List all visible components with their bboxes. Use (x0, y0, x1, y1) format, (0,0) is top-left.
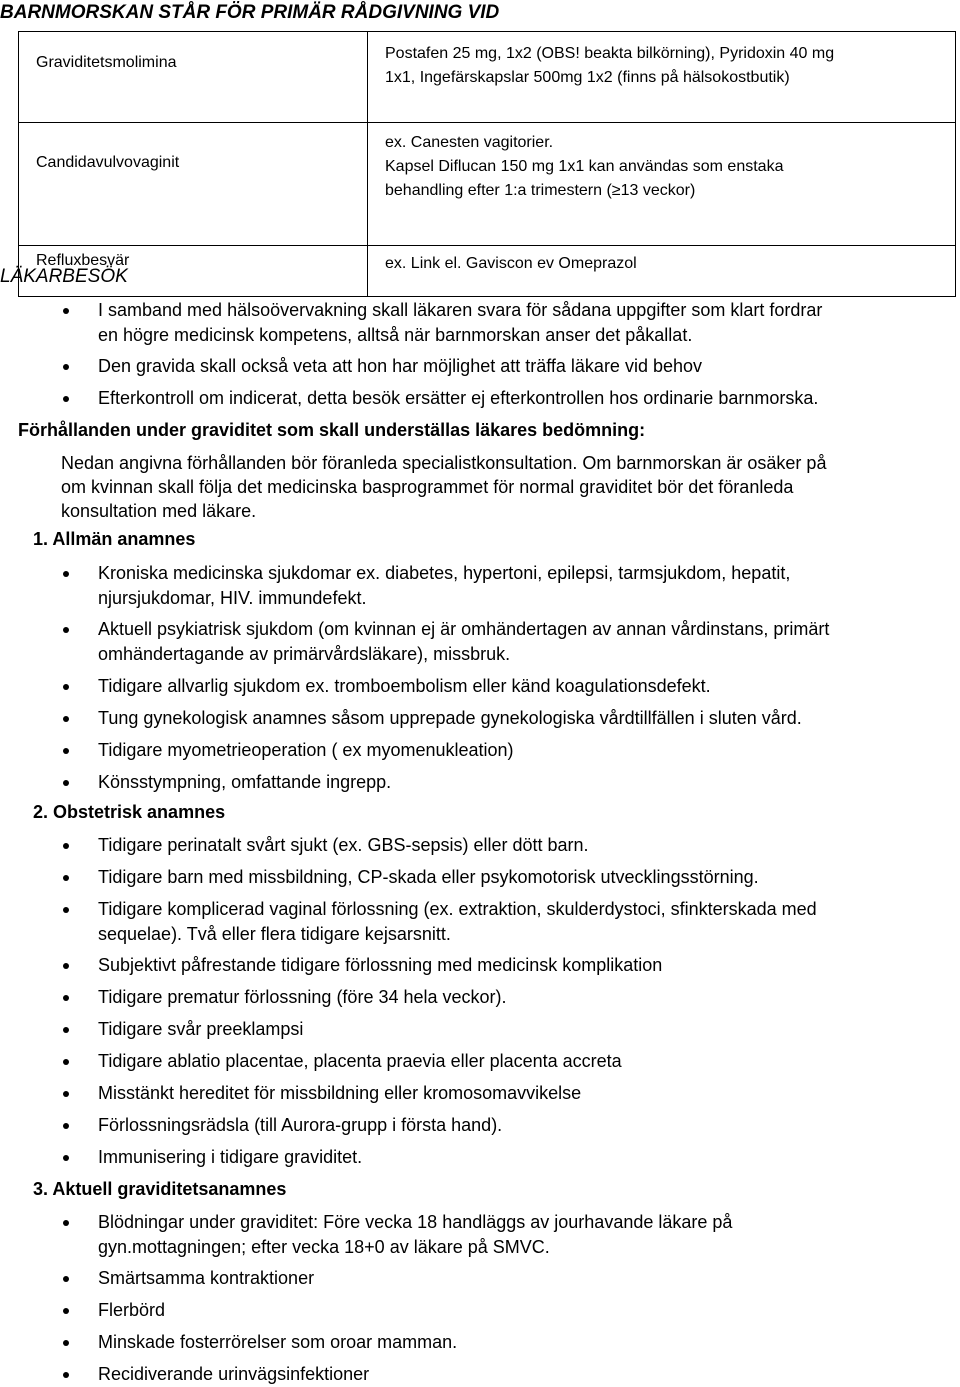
list-item: I samband med hälsoövervakning skall läkaren svara för sådana uppgifter som klart fordrar en högre medicinsk kompetens, alltså när barnmorskan anser det påkallat. (0, 298, 960, 348)
treatment-cell: Postafen 25 mg, 1x2 (OBS! beakta bilkörning), Pyridoxin 40 mg 1x1, Ingefärskapslar 500mg 1x2 (finns på hälsokostbutik) (368, 32, 956, 123)
list-item: Blödningar under graviditet: Före vecka 18 handläggs av jourhavande läkare på gyn.mottagningen; efter vecka 18+0 av läkare på SMVC. (0, 1210, 960, 1260)
list-item: Aktuell psykiatrisk sjukdom (om kvinnan ej är omhändertagen av annan vårdinstans, primärt omhändertagande av primärvårdsläkare), missbruk. (0, 617, 960, 667)
list-item: Recidiverande urinvägsinfektioner (0, 1362, 960, 1387)
list-item: Tung gynekologisk anamnes såsom upprepade gynekologiska vårdtillfällen i sluten vård. (0, 706, 960, 731)
bullet-icon (63, 748, 69, 754)
list-item: Immunisering i tidigare graviditet. (0, 1145, 960, 1170)
list-item: Tidigare prematur förlossning (före 34 hela veckor). (0, 985, 960, 1010)
table-row (19, 32, 956, 123)
bullet-icon (63, 1220, 69, 1226)
condition-cell: Refluxbesvär (19, 246, 368, 297)
list-item: Tidigare barn med missbildning, CP-skada eller psykomotorisk utvecklingsstörning. (0, 865, 960, 890)
list-item: Tidigare komplicerad vaginal förlossning (ex. extraktion, skulderdystoci, sfinkterskada med sequelae). Två eller flera tidigare kejsarsnitt. (0, 897, 960, 947)
section-heading-aktuell: 3. Aktuell graviditetsanamnes (33, 1179, 287, 1199)
list-item: Könsstympning, omfattande ingrepp. (0, 770, 960, 795)
treatment-cell: ex. Canesten vagitorier. Kapsel Diflucan 150 mg 1x1 kan användas som enstaka behandling efter 1:a trimestern (≥13 veckor) (368, 123, 956, 246)
list-item: Efterkontroll om indicerat, detta besök ersätter ej efterkontrollen hos ordinarie barnmorska. (0, 386, 960, 411)
list-item: Tidigare svår preeklampsi (0, 1017, 960, 1042)
list-item: Den gravida skall också veta att hon har möjlighet att träffa läkare vid behov (0, 354, 960, 379)
bullet-icon (63, 684, 69, 690)
bullet-icon (63, 364, 69, 370)
section-list-allman (0, 561, 960, 795)
lakarbesok-list (0, 298, 960, 411)
list-item: Tidigare ablatio placentae, placenta praevia eller placenta accreta (0, 1049, 960, 1074)
bullet-icon (63, 1372, 69, 1378)
bullet-icon (63, 1308, 69, 1314)
bullet-icon (63, 875, 69, 881)
bullet-icon (63, 1123, 69, 1129)
list-item: Flerbörd (0, 1298, 960, 1323)
forhallanden-text: Nedan angivna förhållanden bör föranleda specialistkonsultation. Om barnmorskan är osäker på om kvinnan skall följa det medicinska basprogrammet för normal graviditet bör det föranleda konsultation med läkare. (61, 453, 827, 521)
table-row (19, 246, 956, 297)
list-item: Minskade fosterrörelser som oroar mamman. (0, 1330, 960, 1355)
bullet-icon (63, 963, 69, 969)
section-heading-obstetrisk: 2. Obstetrisk anamnes (33, 802, 226, 822)
bullet-icon (63, 716, 69, 722)
list-item: Kroniska medicinska sjukdomar ex. diabetes, hypertoni, epilepsi, tarmsjukdom, hepatit, njursjukdomar, HIV. immundefekt. (0, 561, 960, 611)
list-item: Smärtsamma kontraktioner (0, 1266, 960, 1291)
bullet-icon (63, 627, 69, 633)
section-heading-allman: 1. Allmän anamnes (33, 529, 196, 549)
section-list-obstetrisk (0, 833, 960, 1170)
list-item: Subjektivt påfrestande tidigare förlossning med medicinsk komplikation (0, 953, 960, 978)
page-heading: BARNMORSKAN STÅR FÖR PRIMÄR RÅDGIVNING VID (0, 2, 500, 23)
list-item: Tidigare myometrieoperation ( ex myomenukleation) (0, 738, 960, 763)
list-item: Misstänkt hereditet för missbildning eller kromosomavvikelse (0, 1081, 960, 1106)
list-item: Förlossningsrädsla (till Aurora-grupp i första hand). (0, 1113, 960, 1138)
lakarbesok-heading: LÄKARBESÖK (0, 266, 128, 287)
bullet-icon (63, 1059, 69, 1065)
bullet-icon (63, 308, 69, 314)
bullet-icon (63, 571, 69, 577)
bullet-icon (63, 1340, 69, 1346)
condition-cell: Graviditetsmolimina (19, 32, 368, 123)
section-list-aktuell (0, 1210, 960, 1387)
advice-table (18, 31, 956, 297)
bullet-icon (63, 1091, 69, 1097)
bullet-icon (63, 995, 69, 1001)
treatment-cell: ex. Link el. Gaviscon ev Omeprazol (368, 246, 956, 297)
bullet-icon (63, 396, 69, 402)
bullet-icon (63, 1027, 69, 1033)
bullet-icon (63, 843, 69, 849)
list-item: Tidigare perinatalt svårt sjukt (ex. GBS-sepsis) eller dött barn. (0, 833, 960, 858)
bullet-icon (63, 907, 69, 913)
bullet-icon (63, 1155, 69, 1161)
bullet-icon (63, 780, 69, 786)
condition-cell: Candidavulvovaginit (19, 123, 368, 246)
list-item: Tidigare allvarlig sjukdom ex. tromboembolism eller känd koagulationsdefekt. (0, 674, 960, 699)
forhallanden-heading: Förhållanden under graviditet som skall underställas läkares bedömning: (18, 420, 646, 440)
table-row (19, 123, 956, 246)
bullet-icon (63, 1276, 69, 1282)
